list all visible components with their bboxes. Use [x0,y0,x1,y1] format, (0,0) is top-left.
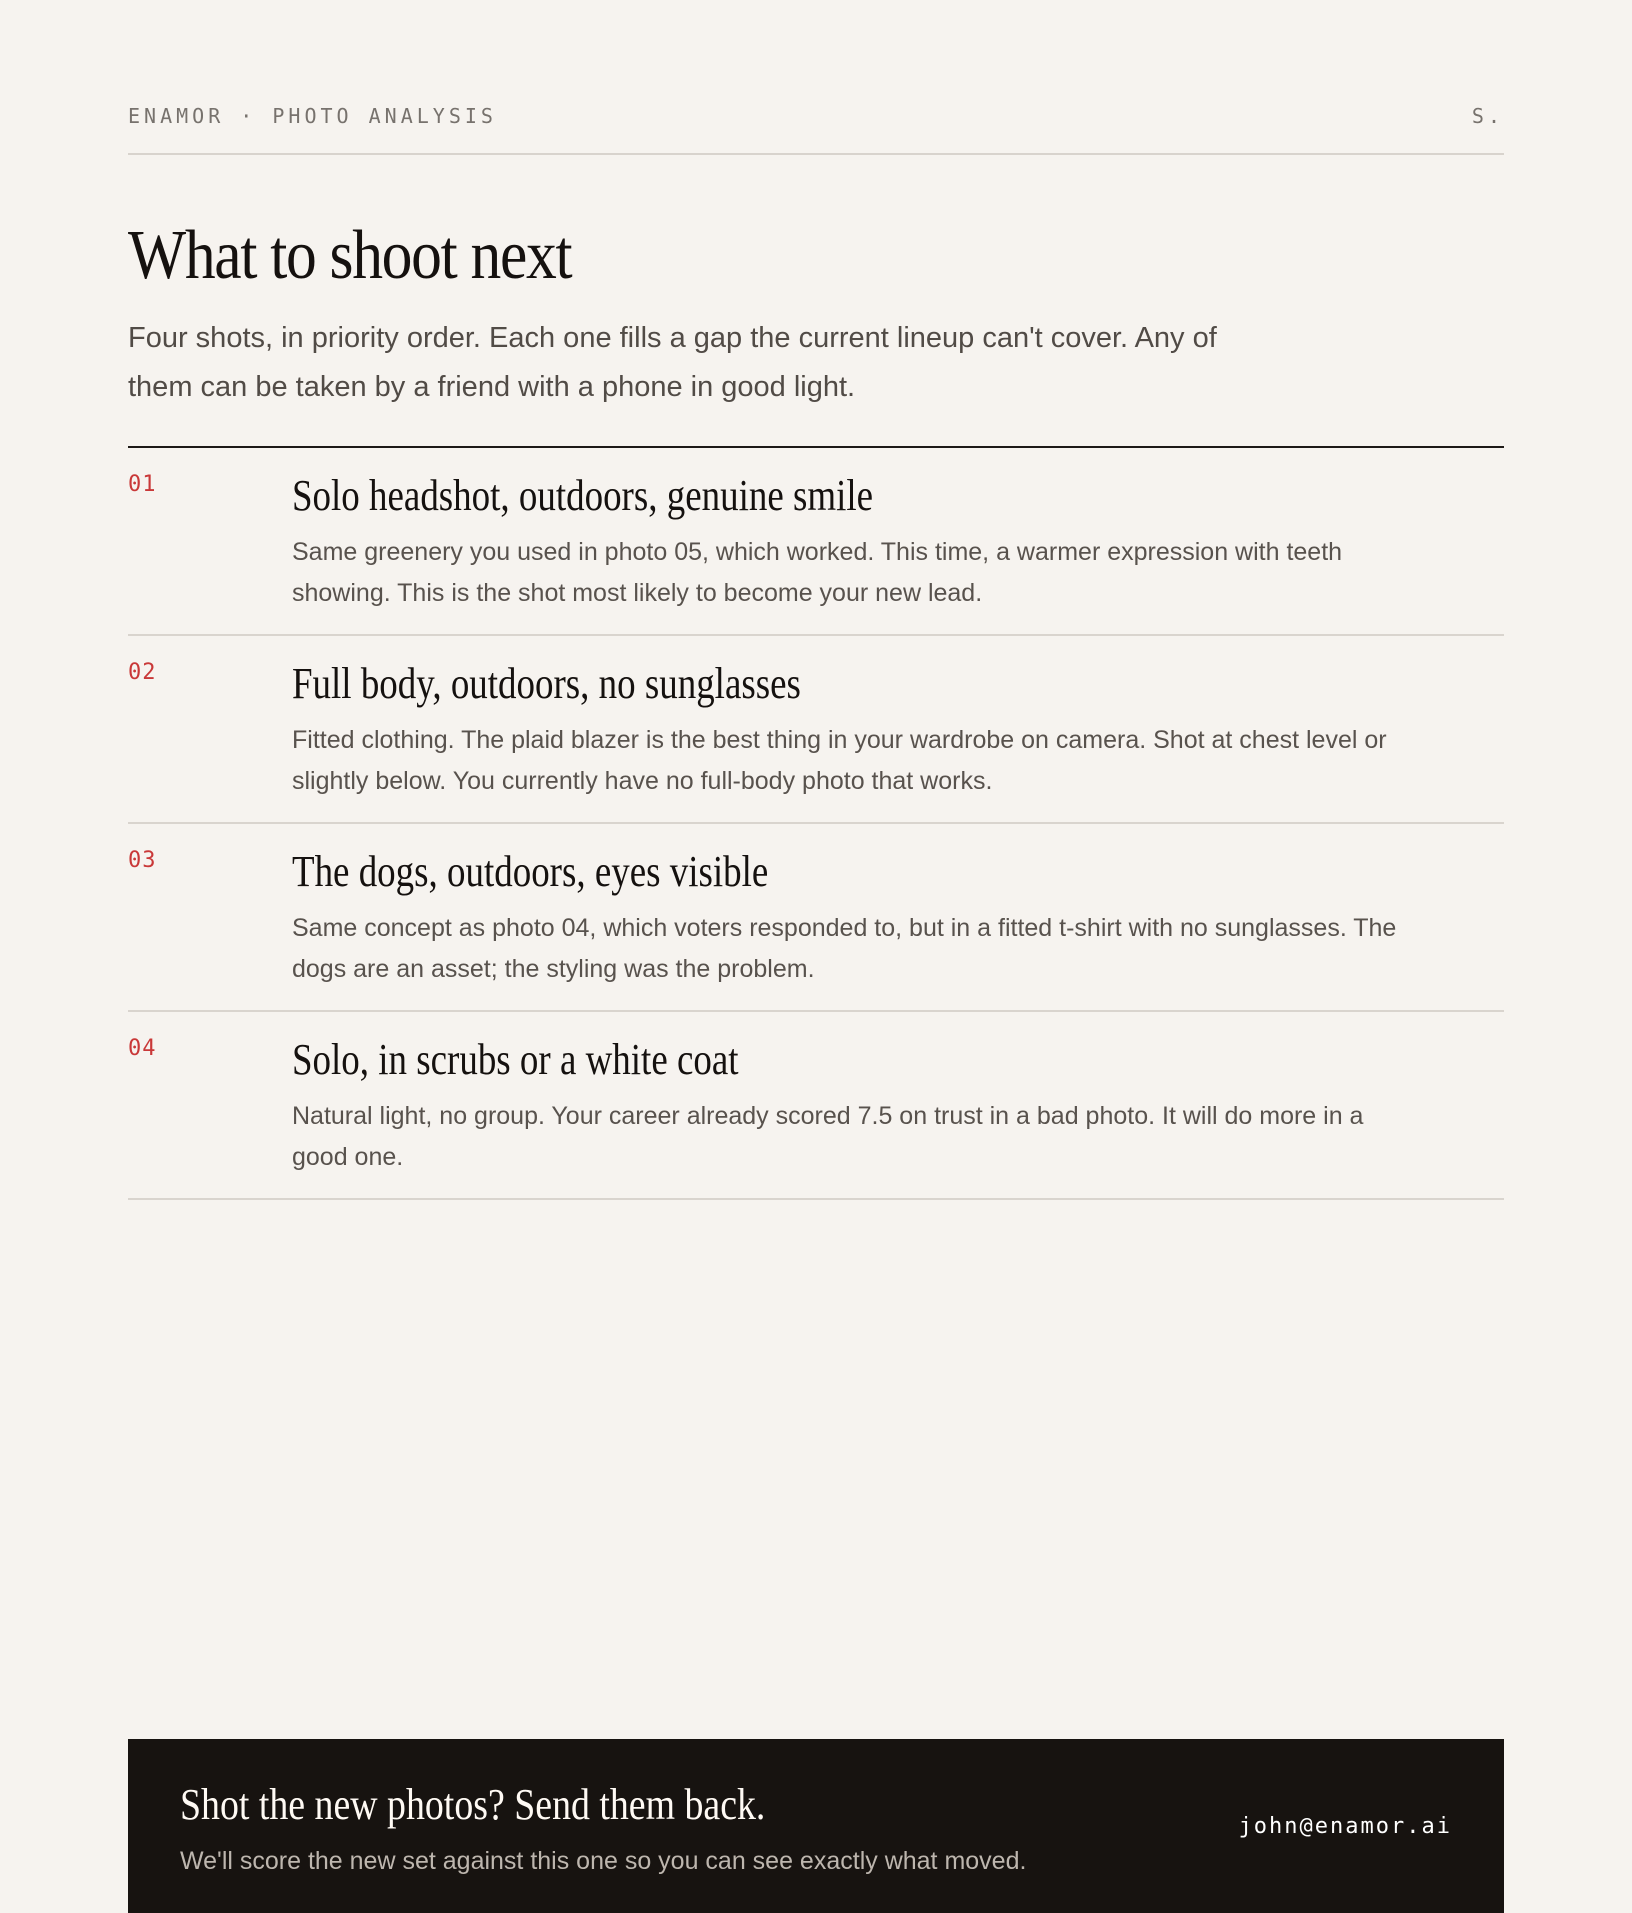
shot-list [128,446,1504,1200]
shot-item-1 [128,448,1504,636]
callout-description: We'll score the new set against this one so you can see exactly what moved. [180,1847,1027,1875]
shot-title: Full body, outdoors, no sunglasses [292,659,801,708]
send-photos-callout [128,1739,1504,1913]
shot-description: Natural light, no group. Your career already scored 7.5 on trust in a bad photo. It will do more in a good one. [292,1102,1364,1171]
shot-title: Solo headshot, outdoors, genuine smile [292,471,874,520]
callout-title: Shot the new photos? Send them back. [180,1780,766,1829]
intro-description: Four shots, in priority order. Each one fills a gap the current lineup can't cover. Any of them can be taken by a friend with a phone in good light. [128,322,1217,403]
shot-number: 01 [128,472,157,497]
shot-description: Fitted clothing. The plaid blazer is the best thing in your wardrobe on camera. Shot at chest level or slightly below. You currently have no full-body photo that works. [292,726,1387,795]
shot-item-2 [128,636,1504,824]
shot-number: 03 [128,848,157,873]
shot-item-3 [128,824,1504,1012]
top-bar [128,0,1504,155]
shot-description: Same concept as photo 04, which voters responded to, but in a fitted t-shirt with no sunglasses. The dogs are an asset; the styling was the problem. [292,914,1397,983]
shot-item-4 [128,1012,1504,1200]
photo-analysis-page [128,0,1504,1913]
corner-mark: S. [1471,104,1504,128]
shot-title: Solo, in scrubs or a white coat [292,1035,739,1084]
page-title: What to shoot next [128,217,572,294]
shot-number: 04 [128,1036,157,1061]
shot-title: The dogs, outdoors, eyes visible [292,847,769,896]
shot-number: 02 [128,660,157,685]
email-link[interactable]: john@enamor.ai [1238,1814,1452,1839]
brand-label: ENAMOR · PHOTO ANALYSIS [128,104,497,128]
shot-description: Same greenery you used in photo 05, which worked. This time, a warmer expression with teeth showing. This is the shot most likely to become your new lead. [292,538,1343,607]
